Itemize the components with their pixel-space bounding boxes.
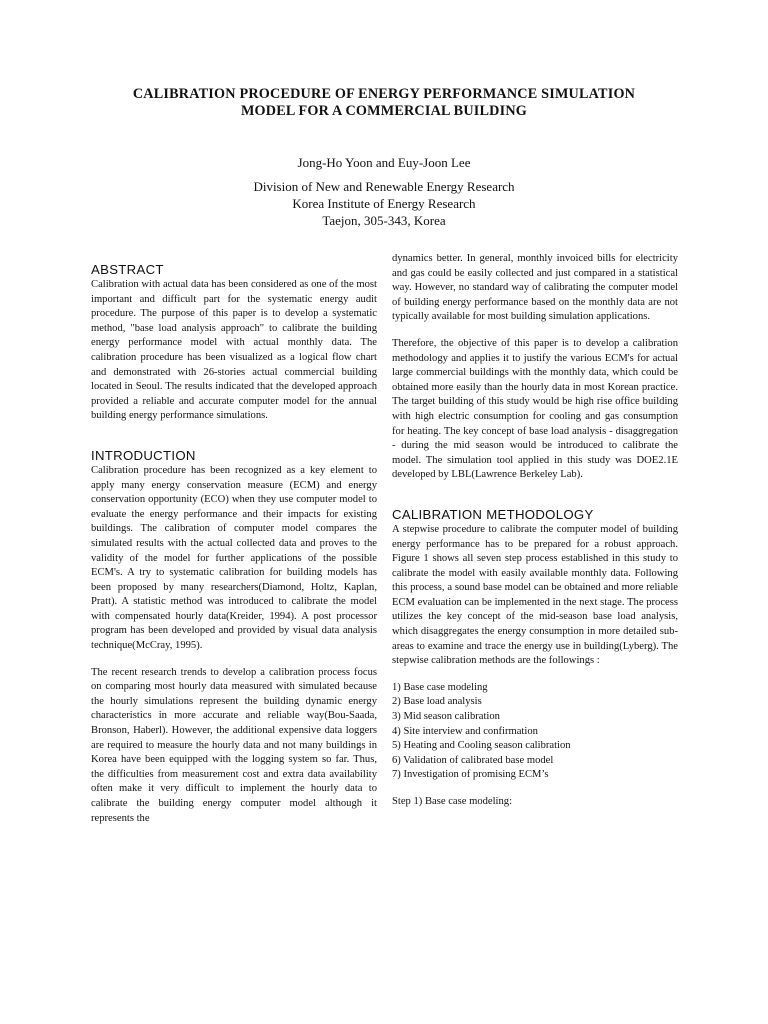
paper-title <box>80 86 688 120</box>
continued-paragraph: dynamics better. In general, monthly invoiced bills for electricity and gas could be easily collected and just compared in a statistical way. However, no standard way of calibrating the computer model of building energy performance based on the monthly data are not typically available for most building simulation applications. <box>392 253 678 323</box>
affiliation-line-1: Division of New and Renewable Energy Research <box>253 179 515 194</box>
list-item: 2) Base load analysis <box>392 696 482 708</box>
affiliation-line-2: Korea Institute of Energy Research <box>292 196 476 211</box>
list-item: 3) Mid season calibration <box>392 711 500 723</box>
methodology-paragraph: A stepwise procedure to calibrate the computer model of building energy performance has to be prepared for a robust approach. Figure 1 shows all seven step process established in this study to calibrate the model with easily available monthly data. Following this process, a sound base model can be obtained and more reliable ECM evaluation can be implemented in the next stage. The process utilizes the key concept of the mid-season base load analysis, which disaggregates the energy consumption in more detailed sub-areas to examine and trace the energy use in building(Lyberg). The stepwise calibration methods are the followings : <box>392 523 678 667</box>
step-1-heading: Step 1) Base case modeling: <box>392 796 513 807</box>
calibration-steps-list <box>392 681 678 783</box>
list-item: 7) Investigation of promising ECM’s <box>392 769 549 781</box>
list-item: 4) Site interview and confirmation <box>392 725 538 737</box>
affiliation-line-3: Taejon, 305-343, Korea <box>322 213 446 228</box>
list-item: 1) Base case modeling <box>392 681 488 693</box>
list-item: 6) Validation of calibrated base model <box>392 754 554 766</box>
title-line-2: MODEL FOR A COMMERCIAL BUILDING <box>240 103 528 119</box>
author-list: Jong-Ho Yoon and Euy-Joon Lee <box>297 155 471 170</box>
introduction-paragraph-1: Calibration procedure has been recognized as a key element to apply many energy conservation measure (ECM) and energy conservation opportunity (ECO) when they use computer model to evaluate the energy performance and their impacts for existing buildings. The calibration of computer model compares the simulated results with the actual collected data and proves to the validity of the model for further applications of the possible ECM's. A try to systematic calibration for building models has been proposed by many researchers(Diamond, Holtz, Kaplan, Pratt). A statistic method was introduced to calibrate the model with compensated hourly data(Kreider, 1994). A post processor program has been developed and provided by visual data analysis technique(McCray, 1995). <box>91 464 377 652</box>
objective-paragraph: Therefore, the objective of this paper is to develop a calibration methodology and applies it to justify the various ECM's for actual large commercial buildings with the monthly data, which could be obtained more easily than the hourly data in most Korean practice. The target building of this study would be high rise office building with high electric consumption for cooling and gas consumption for heating. The key concept of base load analysis - disaggregation - during the mid season would be introduced to calibrate the model. The simulation tool applied in this study was DOE2.1E developed by LBL(Lawrence Berkeley Lab). <box>392 337 678 481</box>
calibration-methodology-heading: CALIBRATION METHODOLOGY <box>392 506 594 522</box>
list-item: 5) Heating and Cooling season calibration <box>392 740 571 752</box>
introduction-paragraph-2: The recent research trends to develop a calibration process focus on comparing most hourly data measured with simulated because the hourly simulations represent the building dynamic energy characteristics in more accurate and reliable way(Bou-Saada, Bronson, Haberl). However, the additional expensive data loggers are required to measure the hourly data and not many buildings in Korea have been equipped with the logging system so far. Thus, the difficulties from measurement cost and extra data availability often make it very difficult to implement the hourly data to calibrate the building energy computer model although it represents the <box>91 666 377 824</box>
abstract-text: Calibration with actual data has been considered as one of the most important and difficult part for the systematic energy audit procedure. The purpose of this paper is to develop a systematic method, "base load analysis approach" to calibrate the building energy performance model with actual monthly data. The calibration procedure has been visualized as a logical flow chart and demonstrated with 26-stories actual commercial building located in Seoul. The results indicated that the developed approach provided a reliable and accurate computer model for the annual building energy performance simulations. <box>91 279 377 422</box>
left-column <box>91 262 377 826</box>
title-line-1: CALIBRATION PROCEDURE OF ENERGY PERFORMANCE SIMULATION <box>132 86 636 102</box>
abstract-heading: ABSTRACT <box>91 262 164 277</box>
right-column <box>392 252 678 810</box>
affiliation <box>80 178 688 229</box>
introduction-heading: INTRODUCTION <box>91 447 196 463</box>
